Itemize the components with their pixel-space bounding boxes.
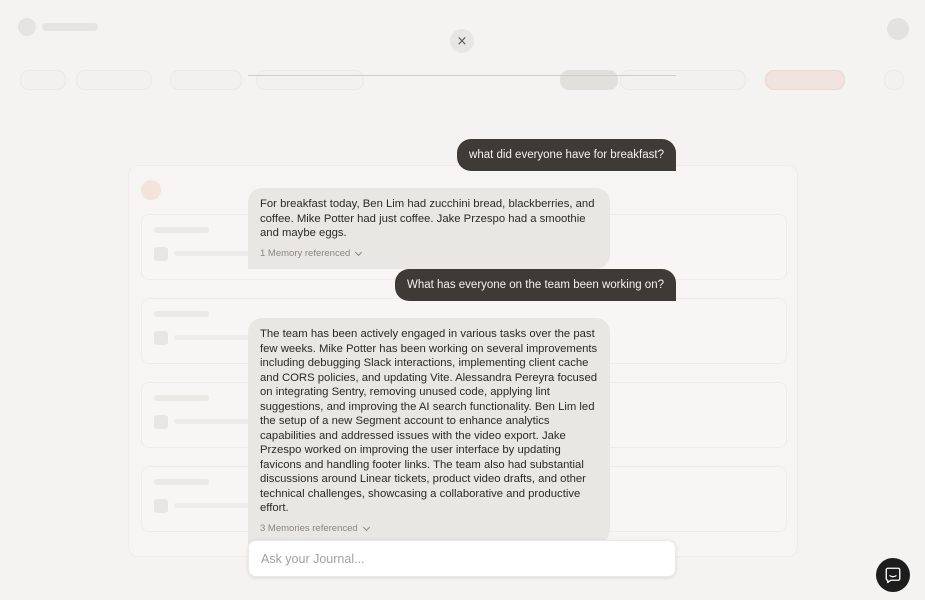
assistant-message-text: The team has been actively engaged in various tasks over the past few weeks. Mike Potter has been working on several improvements including debugging Slack interactions, implementing client cache and CORS policies, and updating Vite. Alessandra Pereyra focused on integrating Sentry, removing unused code, applying lint suggestions, and improving the AI search functionality. Ben Lim led the setup of a new Segment account to enhance analytics capabilities and addressed issues with the video export. Jake Przespo worked on improving the user interface by updating favicons and handling footer links. The team also had substantial discussions around Linear tickets, product video drafts, and other technical challenges, showcasing a collaborative and productive effort.	[260, 328, 598, 514]
chat-launcher-button[interactable]	[876, 558, 910, 592]
assistant-message-text: For breakfast today, Ben Lim had zucchini bread, blackberries, and coffee. Mike Potter had just coffee. Jake Przespo had a smoothie and maybe eggs.	[260, 198, 595, 239]
user-message-text: What has everyone on the team been working on?	[407, 279, 664, 291]
assistant-message	[248, 318, 610, 544]
journal-query-input[interactable]	[249, 541, 675, 576]
background-badge	[141, 180, 161, 200]
app-logo	[18, 16, 98, 38]
background-pill	[884, 70, 904, 90]
memories-referenced-label: 3 Memories referenced	[260, 522, 358, 534]
background-pill	[76, 70, 152, 90]
journal-input-container	[248, 540, 676, 577]
memories-referenced-toggle[interactable]	[260, 247, 361, 262]
memories-referenced-toggle[interactable]	[260, 522, 369, 537]
user-message	[457, 139, 676, 171]
assistant-message	[248, 188, 610, 269]
close-icon: ×	[456, 33, 468, 49]
background-pill	[765, 70, 845, 90]
avatar	[887, 18, 909, 40]
user-message-text: what did everyone have for breakfast?	[469, 149, 664, 161]
chat-thread	[248, 0, 676, 600]
background-pill	[170, 70, 242, 90]
background-pill	[20, 70, 66, 90]
chevron-down-icon	[355, 249, 362, 256]
user-message	[395, 269, 676, 301]
memories-referenced-label: 1 Memory referenced	[260, 247, 351, 259]
logo-wordmark	[42, 23, 98, 31]
logo-mark	[18, 18, 36, 36]
chat-bubble-icon	[884, 566, 902, 584]
chevron-down-icon	[363, 524, 370, 531]
